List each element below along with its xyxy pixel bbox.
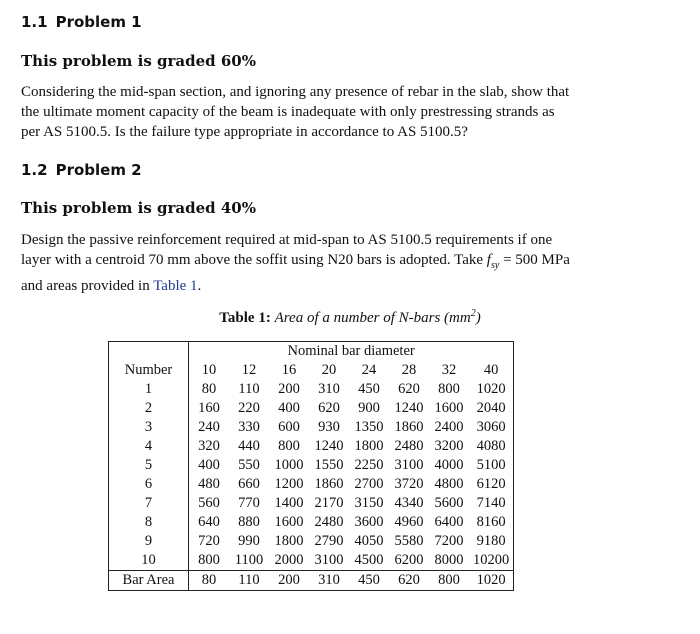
table-cell: 480 [198,476,220,492]
table-cell: 160 [198,400,220,416]
table-row-number: 4 [109,437,189,456]
table-column-header: 32 [441,362,457,378]
table-cell: 110 [229,571,269,591]
section-number: 1.2 [21,161,48,179]
table-cell: 1200 [274,476,304,492]
table-cell: 3100 [394,457,424,473]
table-cell: 1400 [274,495,304,511]
section-title: Problem 1 [55,13,142,31]
text-line: Design the passive reinforcement required at mid-span to AS 5100.5 requirements if one [21,232,553,248]
caption-label: Table 1: [219,310,271,326]
table-corner-cell [109,342,189,362]
text-line: Considering the mid-span section, and ignoring any presence of rebar in the slab, show that [21,84,570,100]
text-line: per AS 5100.5. Is the failure type appropriate in accordance to AS 5100.5? [21,124,468,140]
table-cell: 620 [389,571,429,591]
table-header-group-row [109,342,514,362]
table-cell: 4800 [434,476,464,492]
table-cell: 2170 [314,495,344,511]
table-caption [0,308,700,327]
table-row [109,513,514,532]
table-cell: 1800 [354,438,384,454]
table-cell: 4050 [354,533,384,549]
table-cell: 2700 [354,476,384,492]
table-column-header: 40 [469,361,514,380]
table-cell: 200 [269,571,309,591]
table-cell: 800 [438,381,460,397]
graded-note-problem-2: This problem is graded 40% [21,199,256,217]
table-cell: 3720 [394,476,424,492]
table-cell: 3600 [354,514,384,530]
bar-area-table [108,341,514,591]
table-cell: 3150 [354,495,384,511]
table-cell: 3060 [469,418,514,437]
table-row [109,551,514,571]
table-row [109,380,514,399]
table-row-number: 6 [109,475,189,494]
section-heading-problem-1 [21,13,142,31]
table-cell: 310 [309,571,349,591]
table-cell: 640 [198,514,220,530]
table-column-header: 24 [361,362,377,378]
table-cell: 200 [278,381,300,397]
caption-text-end: ) [475,310,481,326]
table-cell: 10200 [469,551,514,571]
table-column-header: 16 [281,362,297,378]
table-cell: 800 [198,552,220,568]
table-header-row [109,361,514,380]
table-cell: 560 [198,495,220,511]
table-cell: 1100 [234,552,264,568]
table-cell: 4000 [434,457,464,473]
table-cell: 440 [238,438,260,454]
table-cell: 400 [198,457,220,473]
section-number: 1.1 [21,13,48,31]
table-cell: 1000 [274,457,304,473]
table-row-number: 9 [109,532,189,551]
table-cell: 660 [238,476,260,492]
table-cell: 2480 [394,438,424,454]
table-cell: 800 [278,438,300,454]
table-cell: 1600 [434,400,464,416]
table-row [109,494,514,513]
table-cell: 1860 [314,476,344,492]
table-bar-area-label: Bar Area [109,571,189,591]
table-cell: 990 [238,533,260,549]
table-cell: 9180 [469,532,514,551]
text-line: the ultimate moment capacity of the beam is inadequate with only prestressing strands as [21,104,555,120]
table-cell: 620 [318,400,340,416]
table-cell: 3100 [314,552,344,568]
table-cell: 880 [238,514,260,530]
table-row-number: 10 [109,551,189,571]
table-cell: 930 [318,419,340,435]
text-span: layer with a centroid 70 mm above the soffit using N20 bars is adopted. Take [21,252,487,268]
table-cell: 620 [398,381,420,397]
table-cell: 2000 [274,552,304,568]
table-column-header: 20 [321,362,337,378]
table-row-number: 2 [109,399,189,418]
table-cell: 6120 [469,475,514,494]
table-cell: 770 [238,495,260,511]
table-row-number: 7 [109,494,189,513]
problem-2-text [21,230,661,296]
table-cell: 5100 [469,456,514,475]
table-cell: 2400 [434,419,464,435]
table-cell: 2040 [469,399,514,418]
table-cell: 330 [238,419,260,435]
table-cell: 4340 [394,495,424,511]
table-cell: 4960 [394,514,424,530]
table-column-header: 12 [241,362,257,378]
table-cell: 1550 [314,457,344,473]
caption-text-main: Area of a number of N-bars (mm [274,310,471,326]
table-cell: 2790 [314,533,344,549]
table-cell: 8000 [434,552,464,568]
table-column-header: 28 [401,362,417,378]
table-cell: 320 [198,438,220,454]
table-row [109,456,514,475]
table-cell: 1860 [394,419,424,435]
table-cell: 1800 [274,533,304,549]
table-cell: 6400 [434,514,464,530]
variable-subscript: sy [490,260,500,271]
table-row [109,475,514,494]
table-cell: 310 [318,381,340,397]
caption-text [275,310,481,326]
table-cell: 220 [238,400,260,416]
table-row [109,437,514,456]
table-cell: 2480 [314,514,344,530]
table-row-number: 8 [109,513,189,532]
table-cell: 720 [198,533,220,549]
problem-1-text [21,82,661,142]
table-cell: 3200 [434,438,464,454]
table-1-link[interactable]: Table 1 [153,278,198,294]
table-cell: 7200 [434,533,464,549]
table-cell: 110 [238,381,260,397]
table-cell: 4500 [354,552,384,568]
table-row [109,418,514,437]
variable-f: f [486,252,491,268]
section-title: Problem 2 [55,161,142,179]
table-row-number: 5 [109,456,189,475]
table-cell: 5580 [394,533,424,549]
text-line [21,250,661,276]
table-cell: 600 [278,419,300,435]
table-cell: 7140 [469,494,514,513]
table-row [109,399,514,418]
table-cell: 450 [349,571,389,591]
table-cell: 1240 [394,400,424,416]
table-cell: 900 [358,400,380,416]
text-span: = 500 MPa [499,252,570,268]
table-cell: 5600 [434,495,464,511]
table-cell: 800 [429,571,469,591]
text-span: . [197,278,202,294]
table-row-number: 3 [109,418,189,437]
caption-superscript: 2 [470,308,476,319]
table-cell: 4080 [469,437,514,456]
text-span: and areas provided in [21,278,154,294]
table-row-header-label: Number [109,361,189,380]
table-cell: 1240 [314,438,344,454]
table-group-header: Nominal bar diameter [189,342,514,362]
table-column-header: 10 [201,362,217,378]
table-cell: 6200 [394,552,424,568]
table-cell: 1020 [469,571,514,591]
table-cell: 550 [238,457,260,473]
table-cell: 1020 [469,380,514,399]
table-row [109,532,514,551]
table-cell: 8160 [469,513,514,532]
graded-note-problem-1: This problem is graded 60% [21,52,256,70]
table-cell: 450 [358,381,380,397]
table-cell: 80 [189,571,230,591]
table-cell: 1350 [354,419,384,435]
text-line [21,276,661,296]
table-cell: 2250 [354,457,384,473]
section-heading-problem-2 [21,161,142,179]
table-bar-area-row [109,571,514,591]
table-cell: 1600 [274,514,304,530]
table-cell: 240 [198,419,220,435]
table-cell: 80 [201,381,217,397]
table-row-number: 1 [109,380,189,399]
table-cell: 400 [278,400,300,416]
